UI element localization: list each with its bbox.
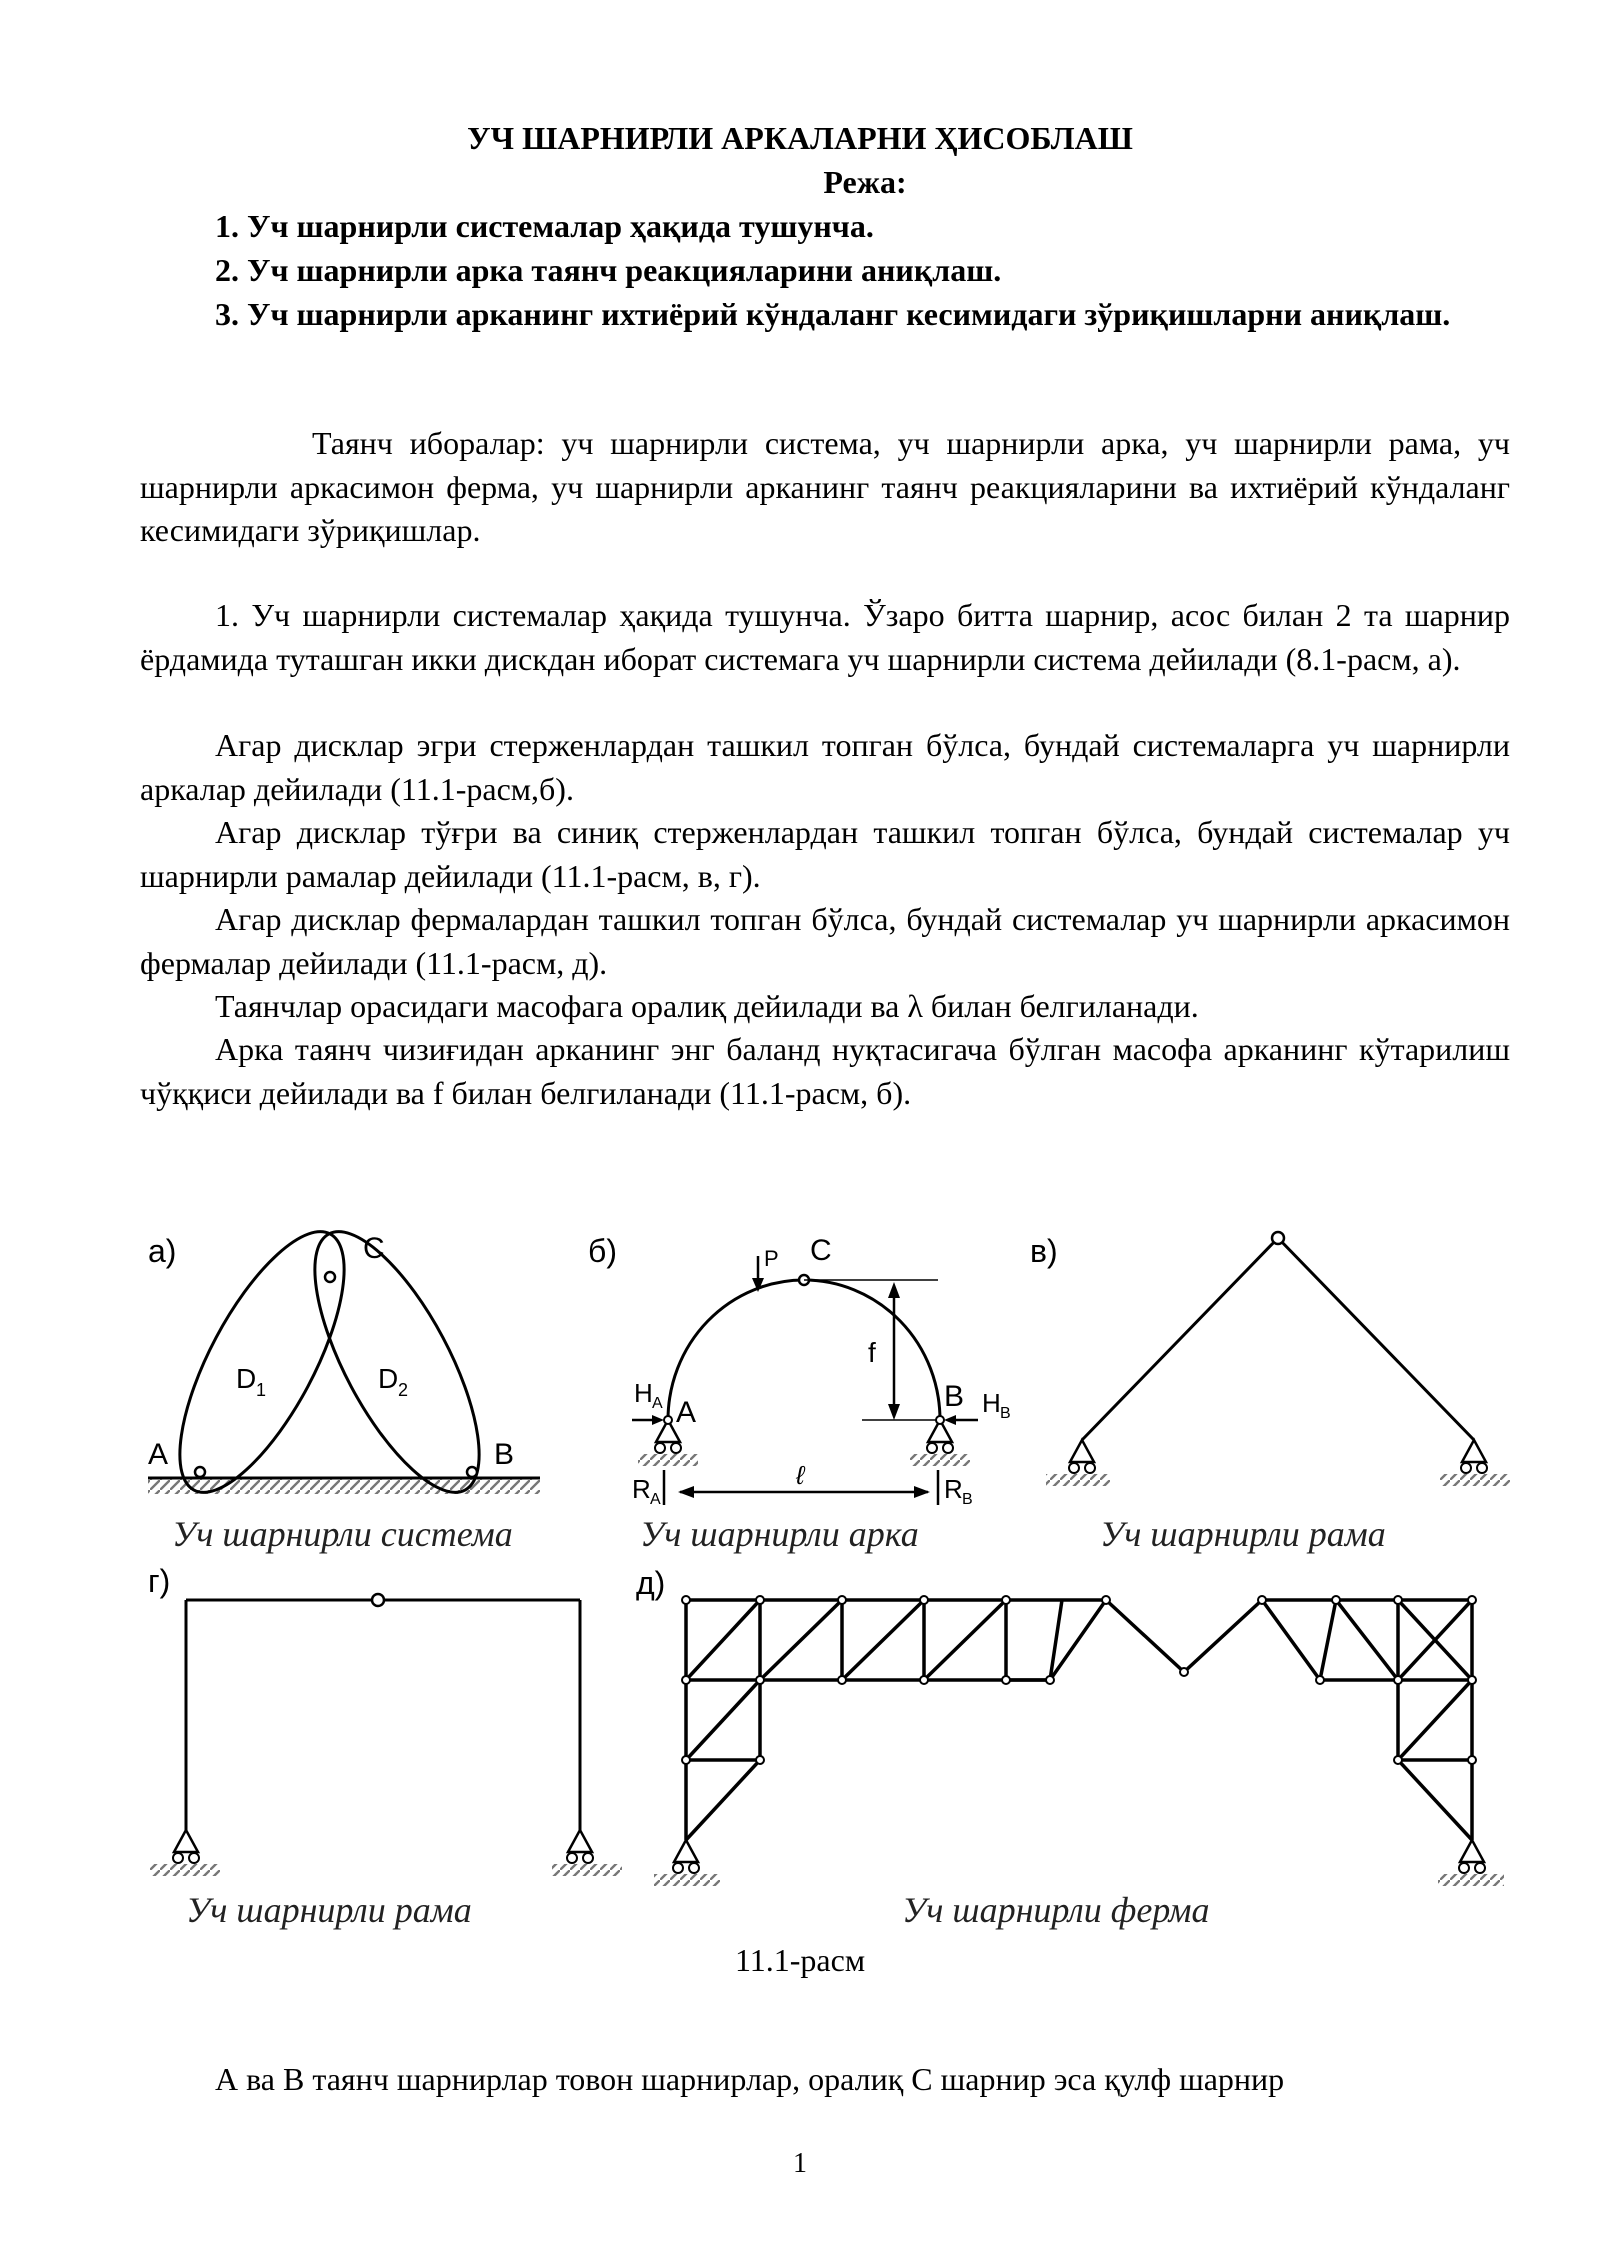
support-left-roller	[689, 1863, 699, 1873]
panel-b-caption: Уч шарнирли арка	[640, 1514, 919, 1554]
hinge-b	[936, 1416, 944, 1424]
thrust-hb-subscript: B	[1000, 1405, 1011, 1422]
support-right	[1462, 1440, 1486, 1462]
hinge-a	[664, 1416, 672, 1424]
thrust-hb-label: H	[982, 1388, 1001, 1418]
support-left-ground	[150, 1864, 220, 1876]
reaction-rb-label: R	[944, 1474, 963, 1504]
panel-a-system	[148, 1210, 540, 1554]
rise-f-label: f	[868, 1337, 876, 1368]
panel-d-letter: д)	[636, 1565, 666, 1601]
panel-g-caption: Уч шарнирли рама	[186, 1890, 472, 1930]
hinge-b	[467, 1467, 477, 1477]
disk-d2-subscript: 2	[398, 1380, 409, 1400]
arch-curve	[668, 1280, 940, 1420]
frame-right-member	[1278, 1238, 1474, 1440]
frame-left-member	[1082, 1238, 1278, 1440]
support-right-roller	[583, 1853, 593, 1863]
last-paragraph: А ва В таянч шарнирлар товон шарнирлар, оралиқ С шарнир эса қулф шарнир	[215, 2061, 1285, 2097]
paragraph-4: Агар дисклар фермалардан ташкил топган бўлса, бундай системалар уч шарнирли аркасимон фермалар дейилади (11.1-расм, д).	[140, 901, 1510, 981]
panel-v-caption: Уч шарнирли рама	[1100, 1514, 1386, 1554]
disk-d1	[148, 1210, 376, 1515]
figure-caption: 11.1-расм	[734, 1942, 866, 1978]
support-left-roller	[673, 1863, 683, 1873]
support-right-roller	[1461, 1463, 1471, 1473]
support-left-ground	[1046, 1474, 1110, 1486]
support-left-roller	[173, 1853, 183, 1863]
support-b-ground	[910, 1454, 970, 1466]
paragraph-3: Агар дисклар тўғри ва синиқ стерженлардан ташкил топган бўлса, бундай системалар уч шарнирли рамалар дейилади (11.1-расм, в, г).	[140, 814, 1510, 894]
disk-d1-label: D	[236, 1363, 257, 1394]
thrust-ha-arrowhead	[652, 1415, 664, 1425]
panel-d-truss	[636, 1565, 1504, 1930]
support-right-roller	[1459, 1863, 1469, 1873]
support-right-roller	[567, 1853, 577, 1863]
panel-v-gable-frame	[1030, 1232, 1510, 1554]
support-a-roller	[655, 1443, 665, 1453]
plan-item-1: 1. Уч шарнирли системалар ҳақида тушунча.	[215, 208, 874, 244]
support-right-ground	[1440, 1474, 1510, 1486]
support-left-ground	[654, 1874, 720, 1886]
span-label: ℓ	[796, 1460, 805, 1490]
hinge-c	[325, 1272, 335, 1282]
thrust-hb-arrowhead	[944, 1415, 956, 1425]
hinge-c-label: C	[363, 1232, 385, 1265]
page-title: УЧ ШАРНИРЛИ АРКАЛАРНИ ҲИСОБЛАШ	[467, 120, 1133, 156]
keywords-paragraph: Таянч иборалар: уч шарнирли система, уч шарнирли арка, уч шарнирли рама, уч шарнирли аркасимон ферма, уч шарнирли арканинг таянч реакцияларини ва ихтиёрий кўндаланг кесимидаги зўриқишлар.	[140, 425, 1510, 548]
support-right	[1460, 1840, 1484, 1862]
reaction-ra-label: R	[632, 1474, 651, 1504]
hinge-c	[1272, 1232, 1284, 1244]
hinge-c	[372, 1594, 384, 1606]
support-b-roller	[927, 1443, 937, 1453]
hinge-c-label: C	[810, 1234, 832, 1267]
support-a-roller	[671, 1443, 681, 1453]
support-right-ground	[552, 1864, 622, 1876]
support-b-label: B	[944, 1380, 965, 1413]
plan-heading: Режа:	[823, 164, 907, 200]
span-arrow-right	[914, 1486, 930, 1498]
truss-members	[686, 1600, 1472, 1840]
support-right-ground	[1438, 1874, 1504, 1886]
span-arrow-left	[678, 1486, 694, 1498]
rise-arrow-bottom	[888, 1404, 900, 1420]
support-b-label: B	[494, 1438, 515, 1471]
support-left	[674, 1840, 698, 1862]
thrust-ha-label: H	[634, 1378, 653, 1408]
support-left-roller	[189, 1853, 199, 1863]
support-right-roller	[1477, 1463, 1487, 1473]
reaction-rb-subscript: B	[962, 1491, 973, 1508]
support-a-ground	[638, 1454, 698, 1466]
panel-g-letter: г)	[148, 1563, 171, 1599]
panel-b-arch	[588, 1233, 1011, 1554]
page-number: 1	[793, 2148, 807, 2179]
reaction-ra-subscript: A	[650, 1491, 661, 1508]
panel-b-letter: б)	[588, 1233, 617, 1269]
plan-item-2: 2. Уч шарнирли арка таянч реакцияларини аниқлаш.	[215, 252, 1002, 288]
rise-arrow-top	[888, 1282, 900, 1298]
support-left-roller	[1085, 1463, 1095, 1473]
support-left-roller	[1069, 1463, 1079, 1473]
support-left	[174, 1830, 198, 1852]
support-right	[568, 1830, 592, 1852]
hinge-a	[195, 1467, 205, 1477]
support-right-roller	[1475, 1863, 1485, 1873]
panel-g-portal-frame	[148, 1563, 622, 1930]
paragraph-5: Таянчлар орасидаги масофага оралиқ дейилади ва λ билан белгиланади.	[215, 988, 1199, 1024]
support-left	[1070, 1440, 1094, 1462]
panel-d-caption: Уч шарнирли ферма	[902, 1890, 1210, 1930]
disk-d1-subscript: 1	[256, 1380, 267, 1400]
paragraph-6: Арка таянч чизиғидан арканинг энг баланд нуқтасигача бўлган масофа арканинг кўтарилиш чўққиси дейилади ва f билан белгиланади (11.1-расм, б).	[140, 1031, 1510, 1111]
panel-v-letter: в)	[1030, 1233, 1058, 1269]
support-b-roller	[943, 1443, 953, 1453]
plan-item-3: 3. Уч шарнирли арканинг ихтиёрий кўндаланг кесимидаги зўриқишларни аниқлаш.	[215, 296, 1451, 332]
paragraph-1: 1. Уч шарнирли системалар ҳақида тушунча. Ўзаро битта шарнир, асос билан 2 та шарнир ёрдамида туташган икки дискдан иборат системага уч шарнирли система дейилади (8.1-расм, а).	[140, 597, 1510, 677]
disk-d2-label: D	[378, 1363, 399, 1394]
paragraph-2: Агар дисклар эгри стерженлардан ташкил топган бўлса, бундай системаларга уч шарнирли аркалар дейилади (11.1-расм,б).	[140, 727, 1510, 807]
panel-a-letter: а)	[148, 1233, 177, 1269]
thrust-ha-subscript: A	[652, 1395, 663, 1412]
support-a-label: A	[148, 1438, 169, 1471]
panel-a-caption: Уч шарнирли система	[172, 1514, 513, 1554]
support-a-label: A	[676, 1396, 697, 1429]
load-p-label: P	[764, 1246, 779, 1271]
